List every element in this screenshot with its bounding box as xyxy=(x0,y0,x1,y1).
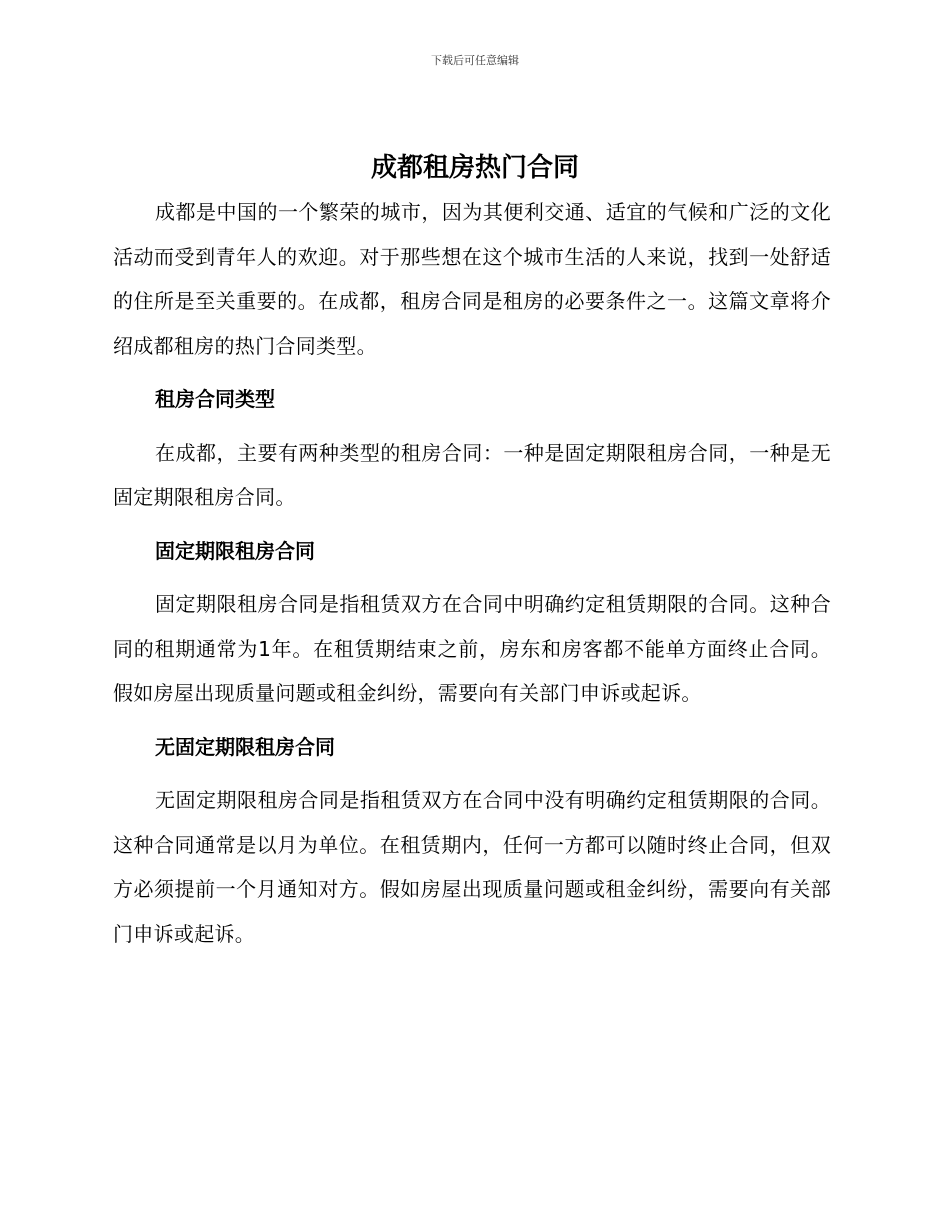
section-heading-open-term: 无固定期限租房合同 xyxy=(155,734,335,759)
section-body-contract-types: 在成都，主要有两种类型的租房合同：一种是固定期限租房合同，一种是无固定期限租房合同。 xyxy=(113,440,831,509)
section-body-open-term: 无固定期限租房合同是指租赁双方在合同中没有明确约定租赁期限的合同。这种合同通常是以月为单位。在租赁期内，任何一方都可以随时终止合同，但双方必须提前一个月通知对方。假如房屋出现质量问题或租金纠纷，需要向有关部门申诉或起诉。 xyxy=(113,788,831,946)
intro-paragraph: 成都是中国的一个繁荣的城市，因为其便利交通、适宜的气候和广泛的文化活动而受到青年人的欢迎。对于那些想在这个城市生活的人来说，找到一处舒适的住所是至关重要的。在成都，租房合同是租房的必要条件之一。这篇文章将介绍成都租房的热门合同类型。 xyxy=(113,200,831,358)
section-heading-fixed-term: 固定期限租房合同 xyxy=(155,538,315,563)
section-body-fixed-term: 固定期限租房合同是指租赁双方在合同中明确约定租赁期限的合同。这种合同的租期通常为1年。在租赁期结束之前，房东和房客都不能单方面终止合同。假如房屋出现质量问题或租金纠纷，需要向有关部门申诉或起诉。 xyxy=(113,592,831,705)
section-heading-contract-types: 租房合同类型 xyxy=(155,387,275,411)
document-title: 成都租房热门合同 xyxy=(370,153,579,183)
document-body xyxy=(113,190,831,956)
header-note: 下载后可任意编辑 xyxy=(431,54,519,67)
